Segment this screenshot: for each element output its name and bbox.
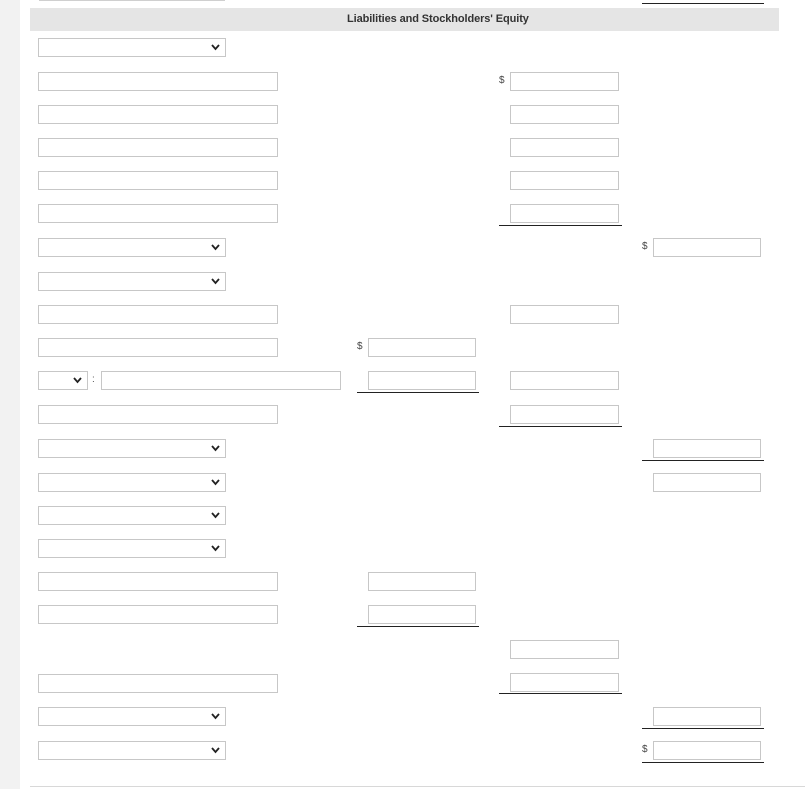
chevron-down-icon xyxy=(211,479,220,486)
account-dropdown-16[interactable] xyxy=(38,539,226,558)
account-label-input-10[interactable] xyxy=(38,338,278,357)
grand-total-input[interactable] xyxy=(653,741,761,760)
detail-input-17[interactable] xyxy=(368,572,476,591)
total-underline xyxy=(642,728,764,729)
total-input-14[interactable] xyxy=(653,473,761,492)
detail-input-10[interactable] xyxy=(368,338,476,357)
detail-input-11[interactable] xyxy=(368,371,476,390)
chevron-down-icon xyxy=(211,713,220,720)
dollar-sign: $ xyxy=(499,75,505,86)
chevron-down-icon xyxy=(211,278,220,285)
left-gutter xyxy=(0,0,20,789)
top-divider-left xyxy=(39,0,225,1)
chevron-down-icon xyxy=(211,445,220,452)
section-title: Liabilities and Stockholders' Equity xyxy=(347,13,529,25)
account-dropdown-13[interactable] xyxy=(38,439,226,458)
dollar-sign: $ xyxy=(642,744,648,755)
chevron-down-icon xyxy=(211,512,220,519)
dollar-sign: $ xyxy=(357,341,363,352)
chevron-down-icon xyxy=(211,44,220,51)
account-label-input-6[interactable] xyxy=(38,204,278,223)
detail-input-18[interactable] xyxy=(368,605,476,624)
total-underline xyxy=(642,460,764,461)
amount-input-6[interactable] xyxy=(510,204,619,223)
account-label-input-17[interactable] xyxy=(38,572,278,591)
amount-input-4[interactable] xyxy=(510,138,619,157)
account-label-input-11[interactable] xyxy=(101,371,341,390)
total-input-13[interactable] xyxy=(653,439,761,458)
account-label-input-5[interactable] xyxy=(38,171,278,190)
account-label-input-3[interactable] xyxy=(38,105,278,124)
account-label-input-4[interactable] xyxy=(38,138,278,157)
account-dropdown-1[interactable] xyxy=(38,38,226,57)
account-label-input-20[interactable] xyxy=(38,674,278,693)
chevron-down-icon xyxy=(211,747,220,754)
account-label-input-12[interactable] xyxy=(38,405,278,424)
section-header xyxy=(30,8,779,31)
detail-underline xyxy=(357,626,479,627)
account-dropdown-14[interactable] xyxy=(38,473,226,492)
account-dropdown-7[interactable] xyxy=(38,238,226,257)
amount-input-3[interactable] xyxy=(510,105,619,124)
detail-underline xyxy=(357,392,479,393)
amount-input-20[interactable] xyxy=(510,673,619,692)
chevron-down-icon xyxy=(73,377,82,384)
amount-input-11[interactable] xyxy=(510,371,619,390)
colon-separator: : xyxy=(92,374,95,385)
account-dropdown-8[interactable] xyxy=(38,272,226,291)
grand-total-underline xyxy=(642,762,764,763)
subtotal-underline xyxy=(499,693,622,694)
subtotal-underline xyxy=(499,426,622,427)
small-dropdown-11[interactable] xyxy=(38,371,88,390)
amount-input-12[interactable] xyxy=(510,405,619,424)
amount-input-9[interactable] xyxy=(510,305,619,324)
chevron-down-icon xyxy=(211,244,220,251)
amount-input-2[interactable] xyxy=(510,72,619,91)
total-input-21[interactable] xyxy=(653,707,761,726)
account-dropdown-21[interactable] xyxy=(38,707,226,726)
account-dropdown-15[interactable] xyxy=(38,506,226,525)
account-label-input-9[interactable] xyxy=(38,305,278,324)
account-dropdown-22[interactable] xyxy=(38,741,226,760)
total-input-7[interactable] xyxy=(653,238,761,257)
account-label-input-18[interactable] xyxy=(38,605,278,624)
bottom-divider xyxy=(30,786,805,787)
chevron-down-icon xyxy=(211,545,220,552)
account-label-input-2[interactable] xyxy=(38,72,278,91)
top-underline-right xyxy=(642,3,764,4)
subtotal-underline xyxy=(499,225,622,226)
amount-input-5[interactable] xyxy=(510,171,619,190)
amount-input-19[interactable] xyxy=(510,640,619,659)
dollar-sign: $ xyxy=(642,241,648,252)
